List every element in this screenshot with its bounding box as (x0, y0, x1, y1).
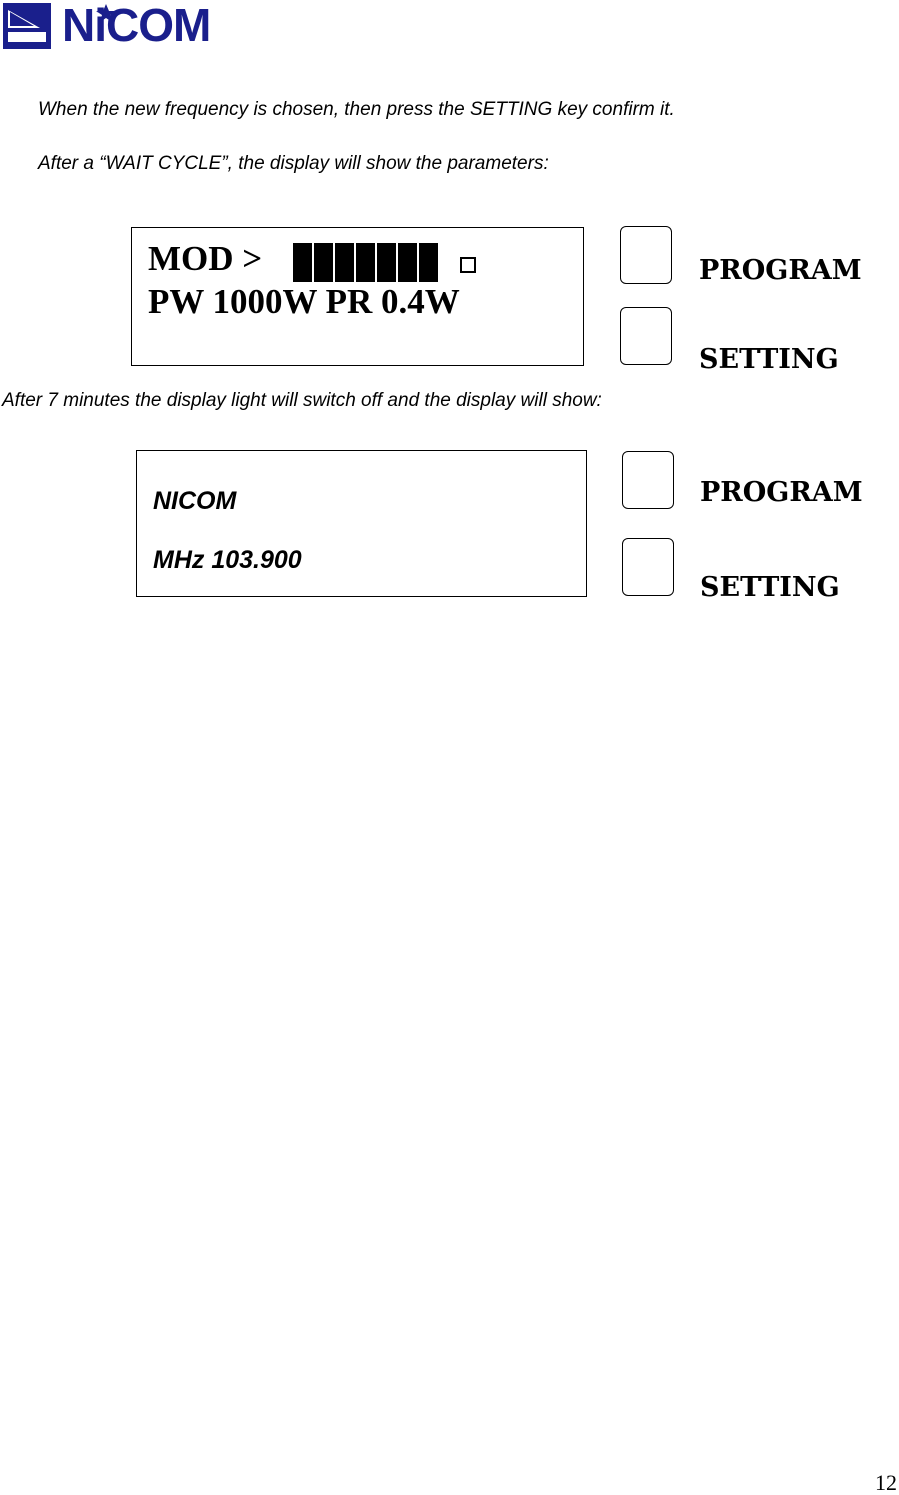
bar-segment (335, 243, 354, 282)
bar-segment (398, 243, 417, 282)
program-key-label: PROGRAM (699, 255, 862, 286)
lcd-display-parameters (131, 227, 584, 366)
program-key[interactable] (620, 226, 672, 284)
setting-key-2[interactable] (622, 538, 674, 596)
setting-key-label: SETTING (699, 344, 839, 375)
mod-label: MOD > (148, 239, 263, 278)
setting-key[interactable] (620, 307, 672, 365)
bar-segment (293, 243, 312, 282)
bar-segment-empty (460, 257, 476, 273)
modulation-bar (293, 243, 483, 283)
station-name: NICOM (153, 487, 237, 515)
setting-key-label-2: SETTING (700, 572, 840, 603)
lcd-display-standby (136, 450, 587, 597)
program-key-2[interactable] (622, 451, 674, 509)
instruction-text-3: After 7 minutes the display light will switch off and the display will show: (2, 390, 602, 411)
program-key-label-2: PROGRAM (700, 477, 863, 508)
bar-segment (419, 243, 438, 282)
bar-segment (356, 243, 375, 282)
frequency-readout: MHz 103.900 (153, 546, 302, 574)
power-readout: PW 1000W PR 0.4W (148, 282, 460, 321)
instruction-text-2: After a “WAIT CYCLE”, the display will show the parameters: (38, 153, 549, 174)
bar-segment (314, 243, 333, 282)
instruction-text-1: When the new frequency is chosen, then press the SETTING key confirm it. (38, 99, 675, 120)
page-number: 12 (875, 1470, 897, 1495)
bar-segment (377, 243, 396, 282)
logo-wordmark: NiCOM (62, 0, 211, 51)
